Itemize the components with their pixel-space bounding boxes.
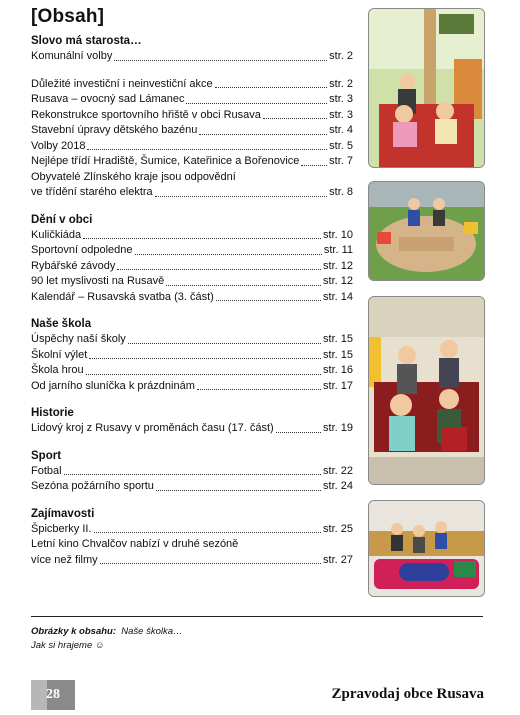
toc-entry[interactable] — [31, 464, 353, 480]
toc-entry[interactable] — [31, 49, 353, 65]
toc-entry-page: str. 10 — [323, 228, 353, 241]
publication-title: Zpravodaj obce Rusava — [331, 686, 484, 702]
toc-entry-label: Komunální volby — [31, 50, 113, 62]
leader-dots — [186, 103, 327, 104]
toc-entry-page: str. 16 — [323, 364, 353, 376]
toc-section-nase-skola — [31, 317, 353, 394]
toc-entry-label: Volby 2018 — [31, 139, 86, 152]
toc-entry-page: str. 27 — [323, 553, 353, 566]
leader-dots — [135, 254, 322, 255]
toc-entry-label-line1: Obyvatelé Zlínského kraje jsou odpovědní — [31, 170, 236, 183]
toc-entry-page: str. 8 — [329, 186, 353, 198]
toc-entry-label: Škola hrou — [31, 364, 84, 376]
leader-dots — [166, 285, 321, 286]
toc-entry[interactable] — [31, 123, 353, 139]
leader-dots — [301, 165, 327, 166]
caption-label: Obrázky k obsahu: — [31, 626, 116, 637]
toc-entry[interactable] — [31, 139, 353, 155]
leader-dots — [155, 196, 327, 197]
leader-dots — [156, 490, 321, 491]
toc-entry-multiline[interactable] — [31, 537, 353, 568]
section-heading: Zajímavosti — [31, 507, 95, 520]
section-heading: Slovo má starosta… — [31, 35, 142, 47]
section-heading: Naše škola — [31, 318, 92, 330]
toc-entry[interactable] — [31, 348, 353, 364]
section-heading: Sport — [31, 449, 62, 462]
leader-dots — [100, 563, 321, 564]
leader-dots — [128, 343, 321, 344]
toc-entry-label: Rusava – ovocný sad Lámanec — [31, 93, 185, 105]
toc-entry-page: str. 3 — [329, 93, 353, 105]
toc-entry-label: Rybářské závody — [31, 259, 116, 272]
toc-entry[interactable] — [31, 154, 353, 170]
toc-entry-label: Špicberky II. — [31, 522, 92, 535]
toc-entry-label: Důležité investiční i neinvestiční akce — [31, 77, 213, 90]
toc-entry-label: Stavební úpravy dětského bazénu — [31, 124, 198, 136]
toc-entry[interactable] — [31, 77, 353, 93]
toc-entry-page: str. 12 — [323, 275, 353, 287]
toc-entry-page: str. 4 — [329, 124, 353, 136]
toc-entry-label: Lidový kroj z Rusavy v proměnách času (17. část) — [31, 422, 274, 434]
toc-entry-page: str. 5 — [329, 139, 353, 152]
toc-entry-label: Školní výlet — [31, 348, 88, 361]
toc-entry-label: Sezóna požárního sportu — [31, 480, 154, 492]
section-heading: Historie — [31, 407, 74, 419]
toc-entry-page: str. 15 — [323, 333, 353, 345]
toc-entry[interactable] — [31, 522, 353, 538]
toc-entry[interactable] — [31, 92, 353, 108]
toc-entry[interactable] — [31, 421, 353, 437]
toc-entry-label: Úspěchy naší školy — [31, 333, 126, 345]
toc-entry-multiline[interactable] — [31, 170, 353, 201]
toc-section-historie — [31, 406, 353, 437]
toc-entry[interactable] — [31, 479, 353, 495]
leader-dots — [263, 118, 327, 119]
toc-section-sport — [31, 449, 353, 495]
table-of-contents — [31, 34, 353, 580]
leader-dots — [86, 374, 321, 375]
toc-entry[interactable] — [31, 274, 353, 290]
leader-dots — [83, 238, 321, 239]
toc-entry[interactable] — [31, 259, 353, 275]
toc-entry-page: str. 12 — [323, 259, 353, 272]
children-on-sofa-photo — [368, 296, 485, 485]
toc-section-starosta — [31, 34, 353, 201]
toc-entry-page: str. 14 — [323, 290, 353, 303]
page-number: 28 — [46, 687, 60, 702]
leader-dots — [216, 300, 321, 301]
toc-entry-page: str. 25 — [323, 522, 353, 535]
caption-text: Naše školka… — [121, 626, 183, 637]
toc-entry[interactable] — [31, 228, 353, 244]
kindergarten-children-sitting-photo — [368, 8, 485, 168]
section-heading: Dění v obci — [31, 213, 93, 226]
toc-entry[interactable] — [31, 363, 353, 379]
toc-entry-page: str. 3 — [329, 108, 353, 121]
toc-entry-label: 90 let myslivosti na Rusavě — [31, 275, 165, 287]
toc-section-zajimavosti — [31, 507, 353, 569]
toc-entry-label: Nejlépe třídí Hradiště, Šumice, Kateřinice a Bořenovice — [31, 155, 300, 167]
leader-dots — [197, 389, 321, 390]
leader-dots — [117, 269, 321, 270]
toc-entry-label: Od jarního sluníčka k prázdninám — [31, 379, 195, 392]
leader-dots — [199, 134, 327, 135]
toc-entry[interactable] — [31, 379, 353, 395]
divider — [31, 616, 483, 617]
caption-text-2: Jak si hrajeme ☺ — [31, 640, 105, 651]
leader-dots — [276, 432, 321, 433]
toc-entry-label-line2: ve třídění starého elektra — [31, 186, 153, 198]
toc-section-deni-v-obci — [31, 213, 353, 306]
toc-entry-label: Kuličkiáda — [31, 228, 82, 241]
toc-entry-label: Fotbal — [31, 464, 62, 477]
photo-caption — [31, 625, 331, 653]
toc-entry-page: str. 2 — [329, 50, 353, 62]
leader-dots — [94, 532, 322, 533]
toc-entry-label-line1: Letní kino Chvalčov nabízí v druhé sezóně — [31, 538, 239, 550]
children-on-play-mats-photo — [368, 500, 485, 597]
leader-dots — [89, 358, 321, 359]
toc-entry-label: Rekonstrukce sportovního hřiště v obci Rusava — [31, 108, 261, 121]
toc-entry-label: Sportovní odpoledne — [31, 244, 133, 256]
toc-entry[interactable] — [31, 108, 353, 124]
toc-entry[interactable] — [31, 332, 353, 348]
toc-entry-page: str. 19 — [323, 422, 353, 434]
page-title: [Obsah] — [31, 6, 105, 27]
toc-entry[interactable] — [31, 290, 353, 306]
leader-dots — [64, 474, 321, 475]
leader-dots — [215, 87, 328, 88]
toc-entry-page: str. 15 — [323, 348, 353, 361]
page-number-badge — [31, 680, 75, 710]
toc-entry-page: str. 2 — [329, 77, 353, 90]
toc-entry-page: str. 17 — [323, 379, 353, 392]
toc-entry-label: Kalendář – Rusavská svatba (3. část) — [31, 290, 214, 303]
toc-entry-page: str. 7 — [329, 155, 353, 167]
toc-entry-label-line2: více než filmy — [31, 553, 98, 566]
sandbox-play-photo — [368, 181, 485, 281]
toc-entry-page: str. 22 — [323, 464, 353, 477]
toc-entry-page: str. 24 — [323, 480, 353, 492]
toc-entry-page: str. 11 — [323, 244, 353, 256]
leader-dots — [87, 149, 327, 150]
toc-entry[interactable] — [31, 243, 353, 259]
leader-dots — [114, 60, 327, 61]
spacer — [31, 65, 353, 77]
